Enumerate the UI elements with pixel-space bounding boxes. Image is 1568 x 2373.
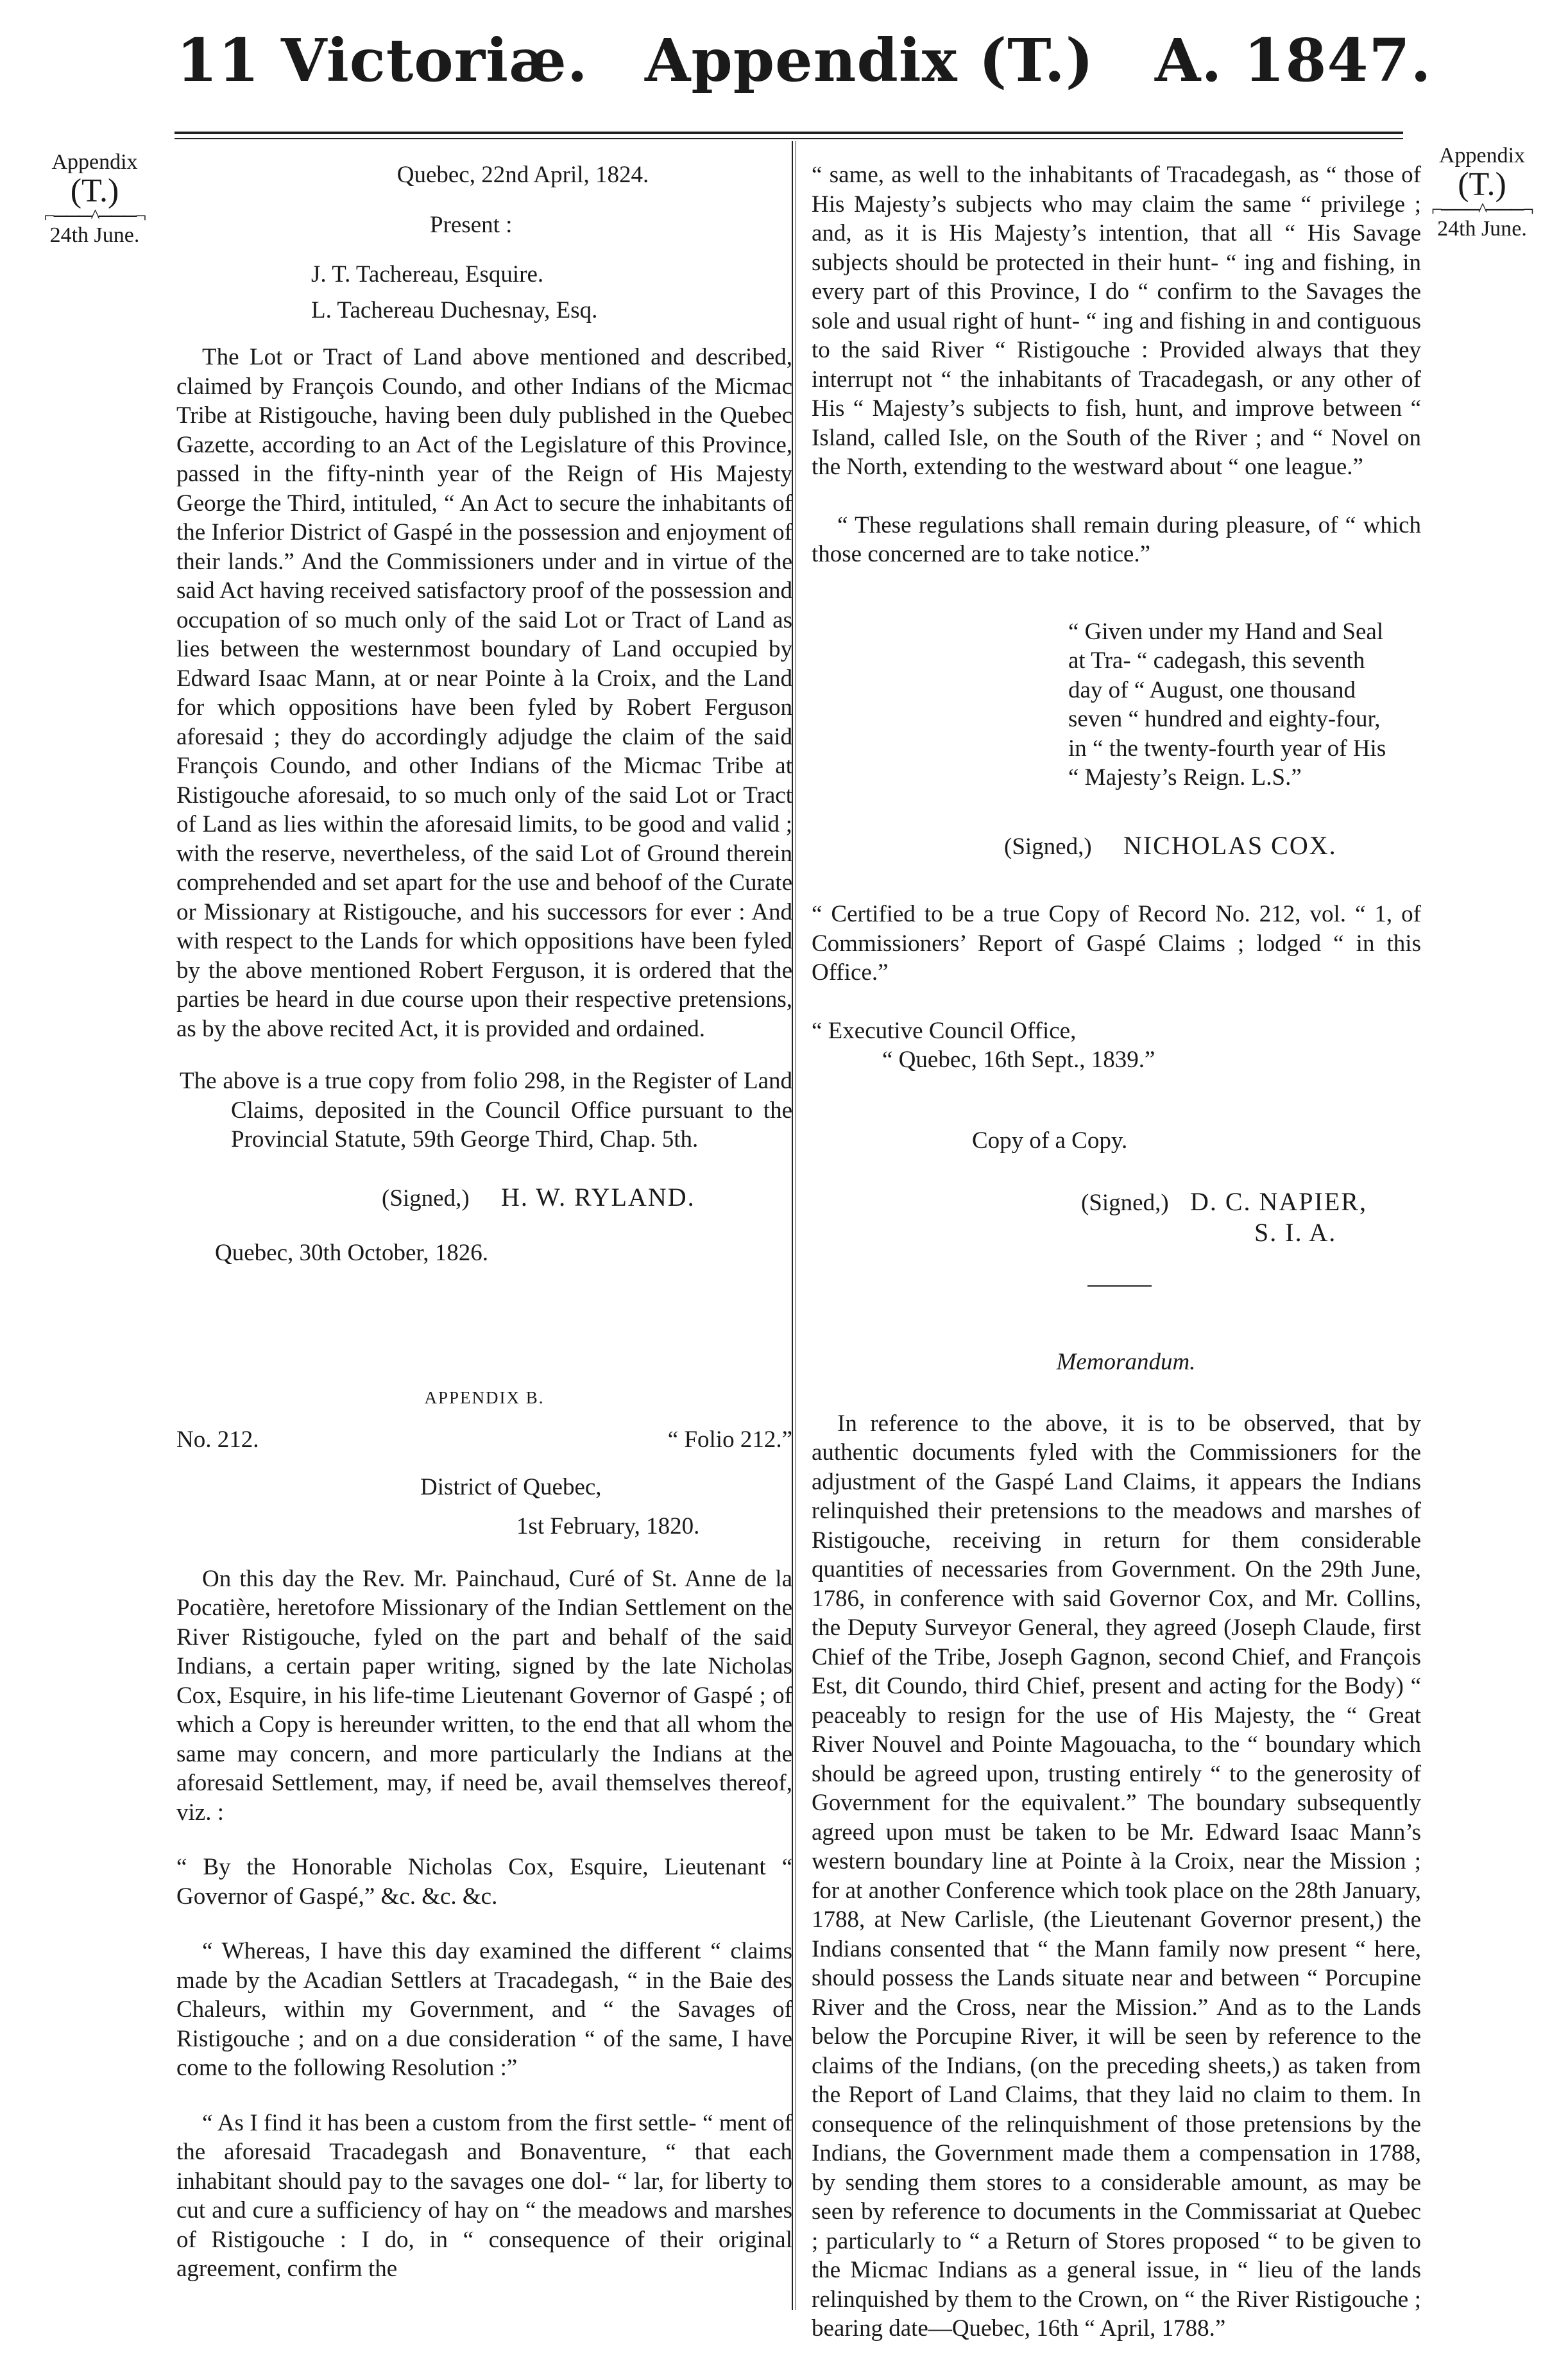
left-paragraph-3: On this day the Rev. Mr. Painchaud, Curé of St. Anne de la Pocatière, heretofore Missionary of the Indian Settlement on the River Ristigouche, fyled on the part and behalf of the said Indians, a certain paper writing, signed by the late Nicholas Cox, Esquire, in his life-time Lieutenant Governor of Gaspé ; of which a Copy is hereunder written, to the end that all whom the same may concern, and more particularly the Indians at the aforesaid Settlement, may, if need be, avail themselves thereof, viz. : <box>176 1565 792 1826</box>
left-paragraph-6: “ As I find it has been a custom from the first settle- “ ment of the aforesaid Tracadegash and Bonaventure, “ that each inhabitant should pay to the savages one dol- “ lar, for liberty to cut and cure a sufficiency of hay on “ the meadows and marshes of Ristigouche : I do, in “ consequence of their original agreement, confirm the <box>176 2109 792 2282</box>
left-date-3: 1st February, 1820. <box>516 1513 700 1539</box>
exec-office-1: “ Executive Council Office, <box>812 1017 1077 1044</box>
left-paragraph-4: “ By the Honorable Nicholas Cox, Esquire, Lieutenant “ Governor of Gaspé,” &c. &c. &c. <box>176 1854 792 1910</box>
section-rule <box>1087 1285 1152 1287</box>
memorandum-heading: Memorandum. <box>1056 1349 1196 1375</box>
left-paragraph-5: “ Whereas, I have this day examined the different “ claims made by the Acadian Settlers at Tracadegash, “ in the Baie des Chaleurs, within my Government, and “ the Savages of Ristigouche ; and on a due consideration “ of the same, I have come to the following Resolution :” <box>176 1938 792 2081</box>
header-left: 11 Victoriæ. <box>176 26 588 95</box>
record-number-line <box>176 1425 792 1455</box>
margin-brace: ⌐───^───¬ <box>44 205 146 227</box>
right-column <box>812 160 1421 2343</box>
given-under-hand: “ Given under my Hand and Seal at Tra- “ cadegash, this seventh day of “ August, one thousand seven “ hundred and eighty-four, in “ the twenty-fourth year of His “ Majesty’s Reign. L.S.” <box>1068 618 1386 791</box>
copy-of-copy: Copy of a Copy. <box>972 1127 1128 1154</box>
left-column <box>176 160 792 2284</box>
person-1: J. T. Tachereau, Esquire. <box>311 261 544 287</box>
record-number: No. 212. <box>176 1426 259 1453</box>
margin-letter-right: (T.) <box>1458 166 1506 203</box>
margin-letter: (T.) <box>70 173 119 209</box>
header-right: A. 1847. <box>1155 26 1432 95</box>
header-rule-bottom <box>175 138 1403 139</box>
district-label: District of Quebec, <box>420 1473 602 1500</box>
margin-appendix-label: Appendix <box>51 150 138 174</box>
signed-label-1: (Signed,) <box>382 1185 470 1212</box>
signed-name-2: NICHOLAS COX. <box>1123 830 1337 860</box>
left-paragraph-2: The above is a true copy from folio 298, in the Register of Land Claims, deposited in the Council Office pursuant to the Provincial Statute, 59th George Third, Chap. 5th. <box>180 1068 792 1152</box>
left-paragraph-1: The Lot or Tract of Land above mentioned and described, claimed by François Coundo, and other Indians of the Micmac Tribe at Ristigouche, having been duly published in the Quebec Gazette, according to an Act of the Legislature of this Province, passed in the fifty-ninth year of the Reign of His Majesty George the Third, intituled, “ An Act to secure the inhabitants of the Inferior District of Gaspé in the possession and enjoyment of their lands.” And the Commissioners under and in virtue of the said Act having received satisfactory proof of the possession and occupation of so much only of the said Lot or Tract of Land as lies between the westernmost boundary of Land occupied by Edward Isaac Mann, at or near Pointe à la Croix, and the Land for which oppositions have been fyled by Robert Ferguson aforesaid ; they do accordingly adjudge the claim of the said François Coundo, and other Indians of the Micmac Tribe at Ristigouche aforesaid, to so much only of the said Lot or Tract of Land as lies within the aforesaid limits, to be good and valid ; with the reserve, nevertheless, of the said Lot of Ground therein comprehended and set apart for the use and behoof of the Curate or Missionary at Ristigouche, and his successors for ever : And with respect to the Lands for which oppositions have been fyled by the above mentioned Robert Ferguson, it is ordered that the parties be heard in due course upon their respective pretensions, as by the above recited Act, it is provided and ordained. <box>176 344 792 1042</box>
right-paragraph-2: “ These regulations shall remain during pleasure, of “ which those concerned are to take notice.” <box>812 511 1421 567</box>
margin-brace-right: ⌐───^───¬ <box>1431 199 1533 220</box>
header-center: Appendix (T.) <box>645 26 1095 95</box>
signature-1 <box>176 1183 792 1213</box>
signed-name-3: D. C. NAPIER, <box>1189 1187 1367 1216</box>
exec-office-2: “ Quebec, 16th Sept., 1839.” <box>882 1047 1155 1073</box>
margin-date: 24th June. <box>49 223 140 247</box>
margin-note-right <box>1421 144 1543 241</box>
margin-appendix-label-right: Appendix <box>1438 144 1526 167</box>
signed-name-1: H. W. RYLAND. <box>500 1182 695 1212</box>
left-date-1: Quebec, 22nd April, 1824. <box>396 162 649 188</box>
signed-label-3: (Signed,) <box>1081 1190 1169 1216</box>
signed-title-3: S. I. A. <box>1254 1217 1337 1247</box>
right-paragraph-3: In reference to the above, it is to be observed, that by authentic documents fyled with the Commissioners for the adjustment of the Gaspé Land Claims, it appears the Indians relinquished their pretensions to the meadows and marshes of Ristigouche, receiving in return for them considerable quantities of necessaries from Government. On the 29th June, 1786, in conference with said Governor Cox, and Mr. Collins, the Deputy Surveyor General, they agreed (Joseph Claude, first Chief of the Tribe, Joseph Gagnon, second Chief, and François Est, dit Coundo, third Chief, present and acting for the Body) “ peaceably to resign for the use of His Majesty, the “ Great River Nouvel and Pointe Magouacha, to the “ boundary which should be agreed upon, trusting entirely “ to the generosity of Government for the equivalent.” The boundary subsequently agreed upon must be taken to be Mr. Edward Isaac Mann’s western boundary line at Pointe à la Croix, near the Mission ; for at another Conference which took place on the 28th January, 1788, at New Carlisle, (the Lieutenant Governor present,) the Indians consented that “ the Mann family now present “ here, should possess the Lands situate near and between “ Porcupine River and the Cross, near the Mission.” And as to the Lands below the Porcupine River, it will be seen by reference to the claims of the Indians, (on the preceding sheets,) as taken from the Report of Land Claims, that they laid no claim to them. In consequence of the relinquishment of those pretensions by the Indians, the Government made them a compensation in 1788, by sending them stores to a considerable amount, as may be seen by reference to documents in the Commissariat at Quebec ; particularly to “ a Return of Stores proposed “ to be given to the Micmac Indians as a general issue, in “ lieu of the lands relinquished by them to the Crown, on “ the River Ristigouche ; bearing date—Quebec, 16th “ April, 1788.” <box>812 1410 1421 2342</box>
header-rule-top <box>175 132 1403 134</box>
signed-label-2: (Signed,) <box>1004 833 1092 860</box>
margin-date-right: 24th June. <box>1437 217 1527 241</box>
right-paragraph-1: “ same, as well to the inhabitants of Tracadegash, as “ those of His Majesty’s subjects who may claim the same “ privilege ; and, as it is His Majesty’s intention, that all “ His Savage subjects should be protected in their hunt- “ ing and fishing, in every part of this Province, I do “ confirm to the Savages the sole and usual right of hunt- “ ing and fishing in and contiguous to the said River “ Ristigouche : Provided always that they interrupt not “ the inhabitants of Tracadegash, or any other of His “ Majesty’s subjects to fish, hunt, and improve between “ Island, called Isle, on the South of the River ; and “ Novel on the North, extending to the westward about “ one league.” <box>812 162 1421 480</box>
signature-3 <box>812 1187 1421 1218</box>
present-label: Present : <box>430 211 513 238</box>
folio-number: “ Folio 212.” <box>667 1426 792 1453</box>
certified-text: “ Certified to be a true Copy of Record No. 212, vol. “ 1, of Commissioners’ Report of Gaspé Claims ; lodged “ in this Office.” <box>812 901 1421 986</box>
person-2: L. Tachereau Duchesnay, Esq. <box>311 296 598 323</box>
signature-2 <box>812 831 1421 862</box>
margin-note-left <box>35 151 154 247</box>
left-date-2: Quebec, 30th October, 1826. <box>215 1240 488 1266</box>
appendix-b-heading: APPENDIX B. <box>424 1387 545 1407</box>
